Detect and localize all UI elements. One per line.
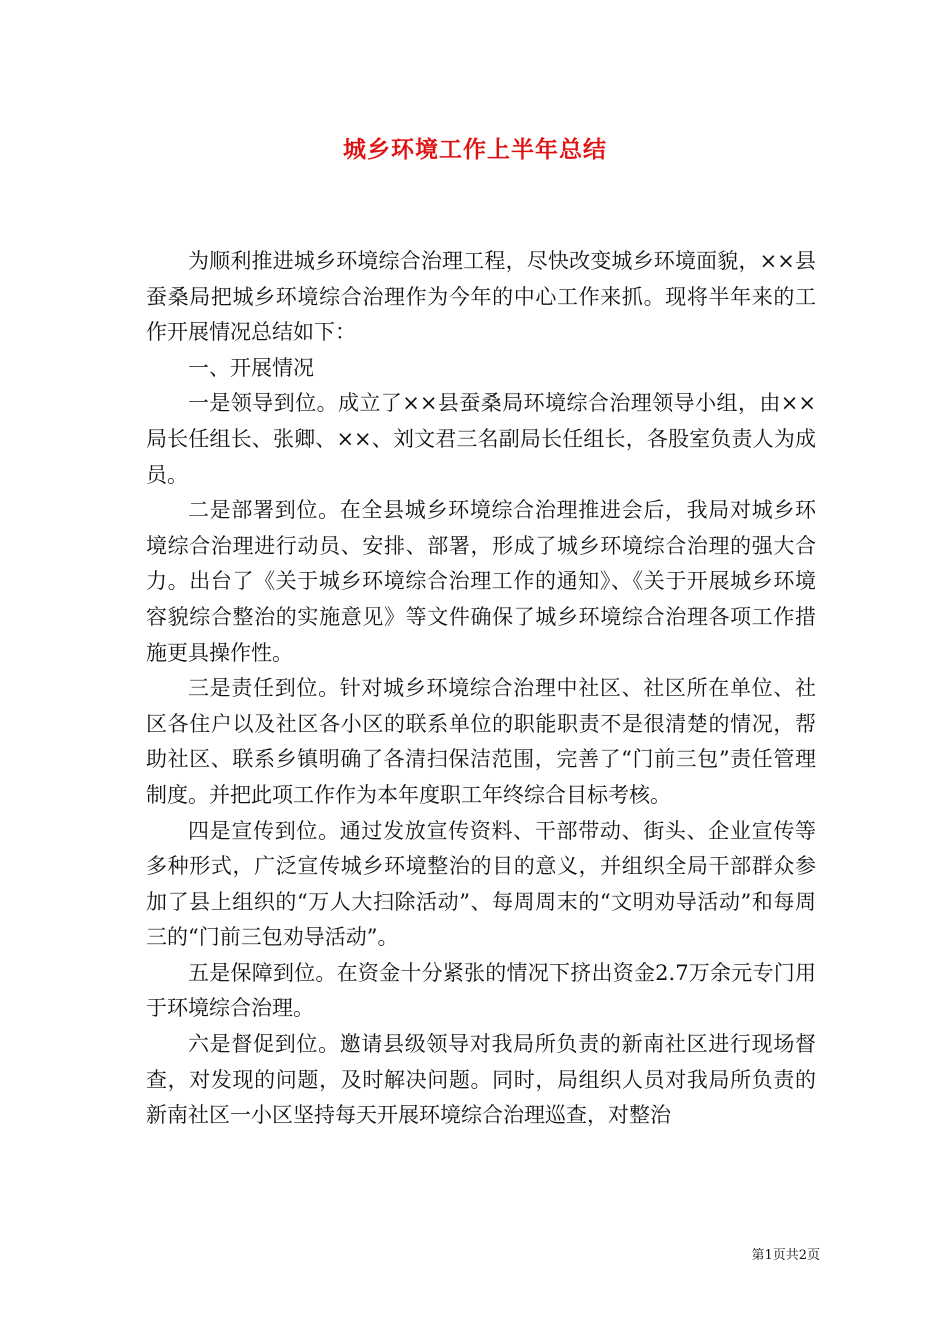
paragraph-leadership: 一是领导到位。成立了××县蚕桑局环境综合治理领导小组，由××局长任组长、张卿、××、刘文君三名副局长任组长，各股室负责人为成员。	[146, 391, 816, 487]
paragraph-responsibility: 三是责任到位。针对城乡环境综合治理中社区、社区所在单位、社区各住户以及社区各小区的联系单位的职能职责不是很清楚的情况，帮助社区、联系乡镇明确了各清扫保洁范围，完善了“门前三包”责任管理制度。并把此项工作作为本年度职工年终综合目标考核。	[146, 676, 816, 807]
document-body	[146, 244, 816, 1134]
paragraph-intro: 为顺利推进城乡环境综合治理工程，尽快改变城乡环境面貌，××县蚕桑局把城乡环境综合治理作为今年的中心工作来抓。现将半年来的工作开展情况总结如下：	[146, 249, 816, 345]
paragraph-deployment: 二是部署到位。在全县城乡环境综合治理推进会后，我局对城乡环境综合治理进行动员、安排、部署，形成了城乡环境综合治理的强大合力。出台了《关于城乡环境综合治理工作的通知》、《关于开展城乡环境容貌综合整治的实施意见》等文件确保了城乡环境综合治理各项工作措施更具操作性。	[146, 498, 816, 665]
document-title: 城乡环境工作上半年总结	[343, 136, 607, 163]
paragraph-publicity: 四是宣传到位。通过发放宣传资料、干部带动、街头、企业宣传等多种形式，广泛宣传城乡环境整治的目的意义，并组织全局干部群众参加了县上组织的“万人大扫除活动”、每周周末的“文明劝导活动”和每周三的“门前三包劝导活动”。	[146, 818, 816, 950]
paragraph-funding: 五是保障到位。在资金十分紧张的情况下挤出资金2.7万余元专门用于环境综合治理。	[146, 960, 816, 1021]
page-number: 第1页共2页	[751, 1248, 820, 1263]
section-heading: 一、开展情况	[188, 355, 314, 380]
paragraph-supervision: 六是督促到位。邀请县级领导对我局所负责的新南社区进行现场督查，对发现的问题，及时解决问题。同时，局组织人员对我局所负责的新南社区一小区坚持每天开展环境综合治理巡查，对整治	[146, 1032, 816, 1128]
